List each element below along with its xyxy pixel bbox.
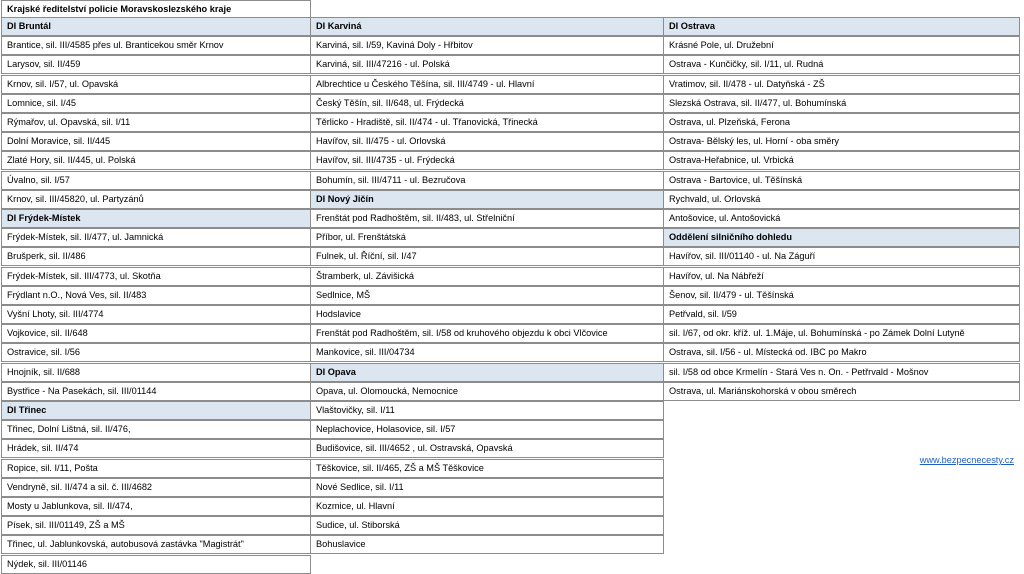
section-header: DI Nový Jičín — [310, 190, 664, 209]
table-cell: Neplachovice, Holasovice, sil. I/57 — [310, 420, 664, 439]
table-cell: Vyšní Lhoty, sil. III/4774 — [1, 305, 311, 324]
table-cell: Bystřice - Na Pasekách, sil. III/01144 — [1, 382, 311, 401]
table-cell: Frýdlant n.O., Nová Ves, sil. II/483 — [1, 286, 311, 305]
table-cell: Larysov, sil. II/459 — [1, 55, 311, 74]
table-cell: Havířov, sil. III/01140 - ul. Na Záguří — [663, 247, 1020, 266]
table-cell: Lomnice, sil. I/45 — [1, 94, 311, 113]
section-header: Oddělení silničního dohledu — [663, 228, 1020, 247]
table-cell: Ostravice, sil. I/56 — [1, 343, 311, 362]
table-cell: Zlaté Hory, sil. II/445, ul. Polská — [1, 151, 311, 170]
table-cell: sil. I/58 od obce Krmelín - Stará Ves n. On. - Petřrvald - Mošnov — [663, 363, 1020, 382]
table-cell: Těrlicko - Hradiště, sil. II/474 - ul. Třanovická, Třinecká — [310, 113, 664, 132]
table-cell: Ostrava-Heřabnice, ul. Vrbická — [663, 151, 1020, 170]
table-cell: Sedlnice, MŠ — [310, 286, 664, 305]
table-cell: Dolní Moravice, sil. II/445 — [1, 132, 311, 151]
table-cell: Budišovice, sil. III/4652 , ul. Ostravská, Opavská — [310, 439, 664, 458]
table-cell: Hodslavice — [310, 305, 664, 324]
website-link[interactable]: www.bezpecnecesty.cz — [919, 455, 1014, 465]
table-cell: Vendryně, sil. II/474 a sil. č. III/4682 — [1, 478, 311, 497]
table-cell: Karviná, sil. I/59, Kaviná Doly - Hřbitov — [310, 36, 664, 55]
section-header: DI Ostrava — [663, 17, 1020, 36]
table-cell: Brušperk, sil. II/486 — [1, 247, 311, 266]
table-cell: Ostrava- Bělský les, ul. Horní - oba směry — [663, 132, 1020, 151]
table-cell: Mankovice, sil. III/04734 — [310, 343, 664, 362]
section-header: DI Karviná — [310, 17, 664, 36]
table-cell: Třinec, ul. Jablunkovská, autobusová zastávka "Magistrát" — [1, 535, 311, 554]
section-header: DI Bruntál — [1, 17, 311, 36]
table-cell: Frýdek-Místek, sil. II/477, ul. Jamnická — [1, 228, 311, 247]
table-cell: Opava, ul. Olomoucká, Nemocnice — [310, 382, 664, 401]
table-cell: Hrádek, sil. II/474 — [1, 439, 311, 458]
table-cell: Třinec, Dolní Lištná, sil. II/476, — [1, 420, 311, 439]
table-cell: Vojkovice, sil. II/648 — [1, 324, 311, 343]
table-cell: Fulnek, ul. Říční, sil. I/47 — [310, 247, 664, 266]
table-cell: Bohuslavice — [310, 535, 664, 554]
table-cell: Havířov, sil. II/475 - ul. Orlovská — [310, 132, 664, 151]
table-cell: Havířov, sil. III/4735 - ul. Frýdecká — [310, 151, 664, 170]
table-cell: sil. I/67, od okr. kříž. ul. 1.Máje, ul. Bohumínská - po Zámek Dolní Lutyně — [663, 324, 1020, 343]
table-cell: Krnov, sil. I/57, ul. Opavská — [1, 75, 311, 94]
table-cell: Nové Sedlice, sil. I/11 — [310, 478, 664, 497]
table-cell: Frenštát pod Radhoštěm, sil. II/483, ul. Střelniční — [310, 209, 664, 228]
table-cell: Sudice, ul. Stiborská — [310, 516, 664, 535]
table-cell: Kozmice, ul. Hlavní — [310, 497, 664, 516]
table-cell: Frýdek-Místek, sil. III/4773, ul. Skotňa — [1, 267, 311, 286]
table-cell: Slezská Ostrava, sil. II/477, ul. Bohumínská — [663, 94, 1020, 113]
table-cell: Ostrava - Kunčičky, sil. I/11, ul. Rudná — [663, 55, 1020, 74]
section-header: DI Třinec — [1, 401, 311, 420]
table-cell: Rýmařov, ul. Opavská, sil. I/11 — [1, 113, 311, 132]
table-cell: Český Těšín, sil. II/648, ul. Frýdecká — [310, 94, 664, 113]
table-cell: Vlaštovičky, sil. I/11 — [310, 401, 664, 420]
section-header: DI Opava — [310, 363, 664, 382]
section-header: DI Frýdek-Místek — [1, 209, 311, 228]
table-cell: Štramberk, ul. Závišická — [310, 267, 664, 286]
table-cell: Písek, sil. III/01149, ZŠ a MŠ — [1, 516, 311, 535]
table-cell: Karviná, sil. III/47216 - ul. Polská — [310, 55, 664, 74]
table-cell: Petřvald, sil. I/59 — [663, 305, 1020, 324]
table-cell: Bohumín, sil. III/4711 - ul. Bezručova — [310, 171, 664, 190]
table-cell: Ostrava, ul. Mariánskohorská v obou směrech — [663, 382, 1020, 401]
table-cell: Brantice, sil. III/4585 přes ul. Branticekou směr Krnov — [1, 36, 311, 55]
table-cell: Krásné Pole, ul. Družební — [663, 36, 1020, 55]
table-cell: Hnojník, sil. II/688 — [1, 363, 311, 382]
table-cell: Šenov, sil. II/479 - ul. Těšínská — [663, 286, 1020, 305]
table-cell: Vratimov, sil. II/478 - ul. Datyňská - ZŠ — [663, 75, 1020, 94]
table-cell: Ostrava - Bartovice, ul. Těšínská — [663, 171, 1020, 190]
table-title: Krajské ředitelství policie Moravskoslezského kraje — [1, 0, 311, 19]
table-cell: Nýdek, sil. III/01146 — [1, 555, 311, 574]
table-cell: Úvalno, sil. I/57 — [1, 171, 311, 190]
table-cell: Těškovice, sil. II/465, ZŠ a MŠ Těškovice — [310, 459, 664, 478]
table-cell: Rychvald, ul. Orlovská — [663, 190, 1020, 209]
table-cell: Frenštát pod Radhoštěm, sil. I/58 od kruhového objezdu k obci Vlčovice — [310, 324, 664, 343]
table-cell: Albrechtice u Českého Těšína, sil. III/4749 - ul. Hlavní — [310, 75, 664, 94]
table-cell: Ostrava, sil. I/56 - ul. Místecká od. IBC po Makro — [663, 343, 1020, 362]
table-cell: Antošovice, ul. Antošovická — [663, 209, 1020, 228]
table-cell: Havířov, ul. Na Nábřeží — [663, 267, 1020, 286]
table-cell: Ropice, sil. I/11, Pošta — [1, 459, 311, 478]
table-cell: Krnov, sil. III/45820, ul. Partyzánů — [1, 190, 311, 209]
table-cell: Příbor, ul. Frenštátská — [310, 228, 664, 247]
table-cell: Ostrava, ul. Plzeňská, Ferona — [663, 113, 1020, 132]
table-cell: Mosty u Jablunkova, sil. II/474, — [1, 497, 311, 516]
